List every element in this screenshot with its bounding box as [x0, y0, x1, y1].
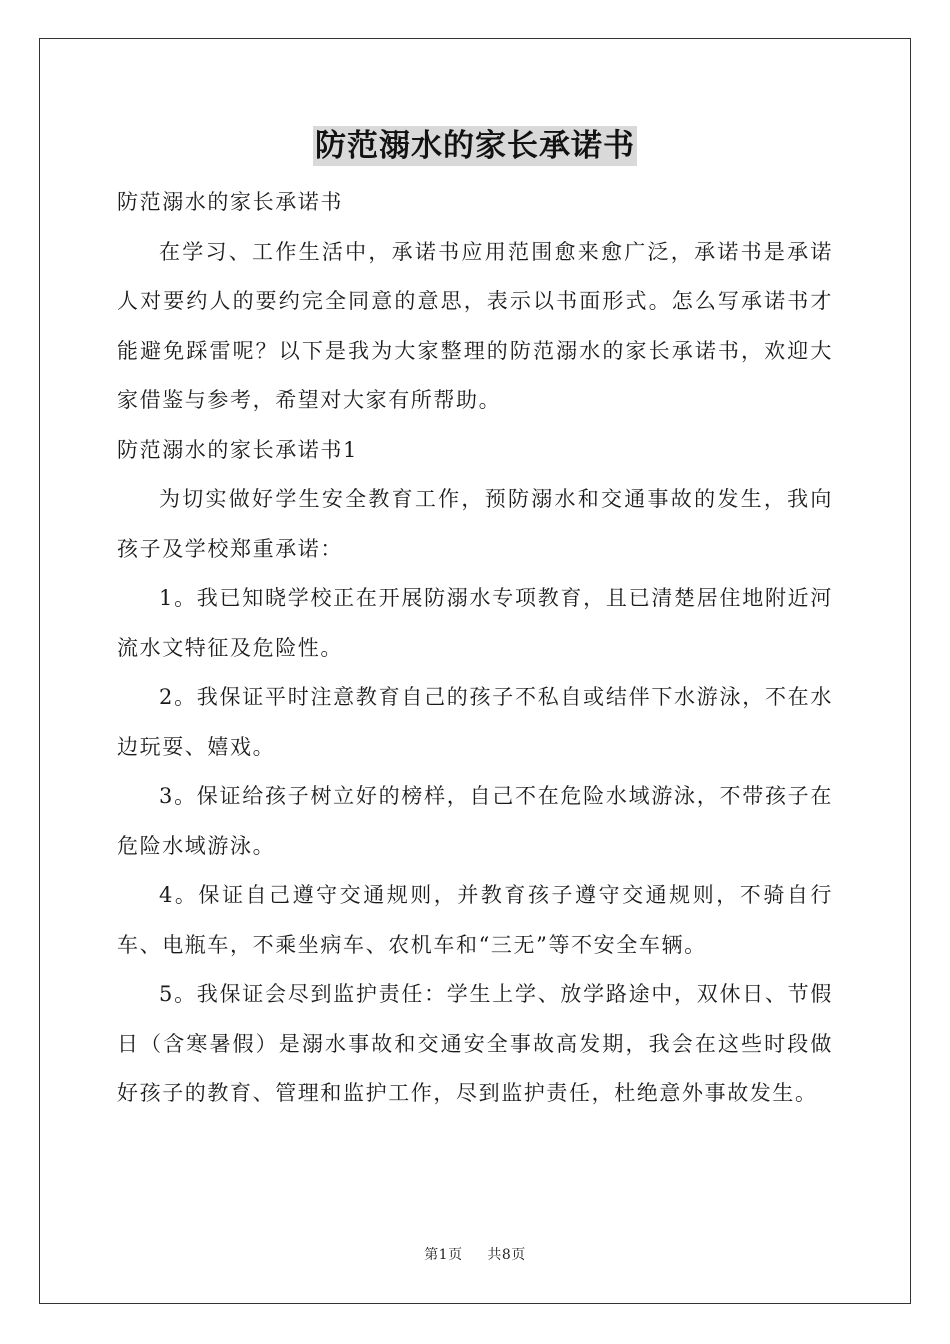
- document-title: 防范溺水的家长承诺书: [315, 128, 635, 164]
- commitment-intro: 为切实做好学生安全教育工作，预防溺水和交通事故的发生，我向孩子及学校郑重承诺：: [117, 487, 833, 561]
- page-number: 第1页: [424, 1247, 463, 1263]
- page-total: 共8页: [487, 1247, 526, 1263]
- commitment-item-1: 1。我已知晓学校正在开展防溺水专项教育，且已清楚居住地附近河流水文特征及危险性。: [117, 586, 833, 660]
- commitment-item-4: 4。保证自己遵守交通规则，并教育孩子遵守交通规则，不骑自行车、电瓶车，不乘坐病车、农机车和“三无”等不安全车辆。: [117, 883, 833, 957]
- title-container: [0, 126, 950, 166]
- commitment-item-2: 2。我保证平时注意教育自己的孩子不私自或结伴下水游泳，不在水边玩耍、嬉戏。: [117, 685, 833, 759]
- subtitle: 防范溺水的家长承诺书: [117, 190, 343, 214]
- page-footer: [0, 1244, 950, 1264]
- document-body: [117, 178, 833, 1119]
- intro-paragraph: 在学习、工作生活中，承诺书应用范围愈来愈广泛，承诺书是承诺人对要约人的要约完全同意的意思，表示以书面形式。怎么写承诺书才能避免踩雷呢？以下是我为大家整理的防范溺水的家长承诺书，欢迎大家借鉴与参考，希望对大家有所帮助。: [117, 239, 833, 412]
- commitment-item-3: 3。保证给孩子树立好的榜样，自己不在危险水域游泳，不带孩子在危险水域游泳。: [117, 784, 833, 858]
- commitment-item-5: 5。我保证会尽到监护责任：学生上学、放学路途中，双休日、节假日（含寒暑假）是溺水事故和交通安全事故高发期，我会在这些时段做好孩子的教育、管理和监护工作，尽到监护责任，杜绝意外事故发生。: [117, 982, 833, 1105]
- section-heading: 防范溺水的家长承诺书1: [117, 437, 358, 462]
